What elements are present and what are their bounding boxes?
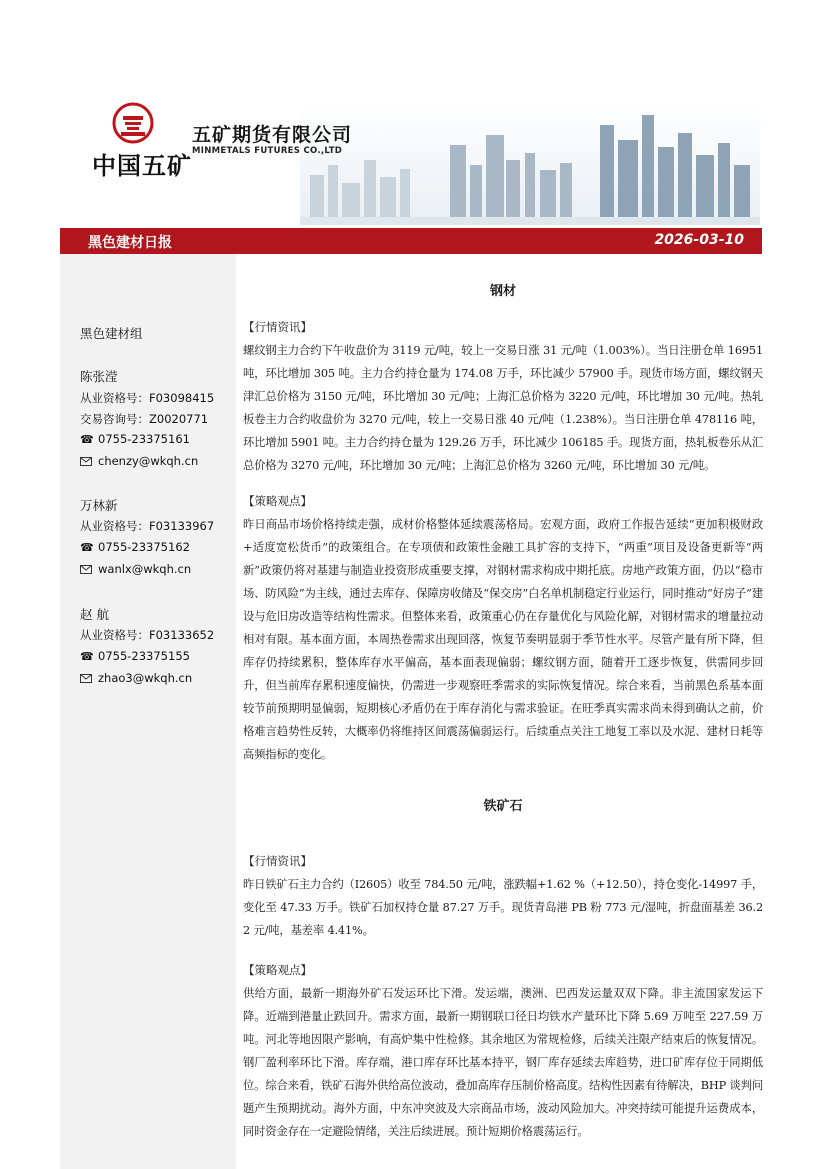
analyst-consult-number: 交易咨询号：Z0020771	[80, 412, 209, 426]
analyst-license: 从业资格号：F03133967	[80, 519, 215, 533]
market-info-label: 【行情资讯】	[243, 320, 312, 334]
section-iron-ore-market	[243, 850, 763, 942]
analyst-phone-row	[80, 649, 190, 663]
analyst-email-row	[80, 671, 192, 685]
analyst-name: 赵 航	[80, 607, 109, 622]
strategy-label: 【策略观点】	[243, 963, 312, 977]
analyst-email-row	[80, 562, 191, 576]
china-minmetals-logo-text: 中国五矿	[92, 152, 192, 180]
strategy-text: 昨日商品市场价格持续走强，成材价格整体延续震荡格局。宏观方面，政府工作报告延续“更加积极财政+适度宽松货币”的政策组合。在专项债和政策性金融工具扩容的支持下，“两重”项目及设备更新等“两新”政策仍将对基建与制造业投资形成重要支撑，对钢材需求构成中期托底。房地产政策方面，仍以“稳市场、防风险”为主线，通过去库存、保障房收储及“保交房”白名单机制稳定行业运行，同时推动“好房子”建设与危旧房改造等结构性需求。但整体来看，政策重心仍在存量优化与风险化解，对钢材需求的增量拉动相对有限。基本面方面，本周热卷需求出现回落，恢复节奏明显弱于季节性水平。尽管产量有所下降，但库存仍持续累积，整体库存水平偏高，基本面表现偏弱；螺纹钢方面，随着开工逐步恢复，供需同步回升，但当前库存累积速度偏快，仍需进一步观察旺季需求的实际恢复情况。综合来看，当前黑色系基本面较节前预期明显偏弱，短期核心矛盾仍在于库存消化与需求验证。在旺季真实需求尚未得到确认之前，价格难言趋势性反转，大概率仍将维持区间震荡偏弱运行。后续重点关注工地复工率以及水泥、建材日耗等高频指标的变化。	[243, 518, 763, 761]
company-name-cn: 五矿期货有限公司	[192, 124, 353, 146]
analyst-phone-row	[80, 540, 190, 554]
phone-icon: ☎	[80, 540, 94, 554]
report-title-banner	[60, 228, 762, 254]
analyst-phone-row	[80, 432, 190, 446]
analyst-phone: 0755-23375162	[98, 540, 190, 554]
analyst-email[interactable]: zhao3@wkqh.cn	[98, 671, 193, 685]
analyst-name: 陈张滢	[80, 369, 118, 384]
strategy-label: 【策略观点】	[243, 494, 312, 508]
analyst-email-row	[80, 454, 198, 468]
mail-icon	[80, 565, 92, 574]
report-date: 2026-03-10	[654, 232, 744, 248]
analyst-email[interactable]: wanlx@wkqh.cn	[98, 562, 192, 576]
phone-icon: ☎	[80, 432, 94, 446]
section-title-steel: 钢材	[489, 284, 516, 299]
analyst-email[interactable]: chenzy@wkqh.cn	[98, 454, 199, 468]
market-info-text: 昨日铁矿石主力合约（I2605）收至 784.50 元/吨，涨跌幅+1.62 %（+12.50），持仓变化-14997 手，变化至 47.33 万手。铁矿石加权持仓量 87.27 万手。现货青岛港 PB 粉 773 元/湿吨，折盘面基差 36.22 元/吨，基差率 4.41%。	[243, 878, 763, 937]
mail-icon	[80, 457, 92, 466]
report-title: 黑色建材日报	[88, 235, 172, 251]
analyst-license: 从业资格号：F03133652	[80, 628, 215, 642]
analyst-phone: 0755-23375155	[98, 649, 190, 663]
analyst-name: 万林新	[80, 498, 118, 513]
section-title-iron-ore: 铁矿石	[483, 799, 523, 814]
company-name-en: MINMETALS FUTURES CO.,LTD	[192, 146, 343, 156]
team-name: 黑色建材组	[80, 326, 143, 341]
phone-icon: ☎	[80, 649, 94, 663]
market-info-label: 【行情资讯】	[243, 854, 312, 868]
market-info-text: 螺纹钢主力合约下午收盘价为 3119 元/吨，较上一交易日涨 31 元/吨（1.003%）。当日注册仓单 16951 吨，环比增加 305 吨。主力合约持仓量为 174.08 万手，环比减少 57900 手。现货市场方面，螺纹钢天津汇总价格为 3150 元/吨，环比增加 30 元/吨；上海汇总价格为 3220 元/吨，环比增加 30 元/吨。热轧板卷主力合约收盘价为 3270 元/吨，较上一交易日涨 40 元/吨（1.238%）。当日注册仓单 478116 吨，环比增加 5901 吨。主力合约持仓量为 129.26 万手，环比减少 106185 手。现货方面，热轧板卷乐从汇总价格为 3270 元/吨，环比增加 30 元/吨；上海汇总价格为 3260 元/吨，环比增加 30 元/吨。	[243, 344, 763, 472]
section-iron-ore-strategy	[243, 959, 763, 1143]
mail-icon	[80, 674, 92, 683]
report-header	[0, 0, 826, 226]
analyst-phone: 0755-23375161	[98, 432, 190, 446]
city-skyline-image	[300, 105, 760, 225]
china-minmetals-logo-icon	[112, 102, 154, 144]
section-steel-market	[243, 316, 763, 477]
section-steel-strategy	[243, 490, 763, 766]
analyst-license: 从业资格号：F03098415	[80, 391, 215, 405]
strategy-text: 供给方面，最新一期海外矿石发运环比下滑。发运端，澳洲、巴西发运量双双下降。非主流国家发运下降。近端到港量止跌回升。需求方面，最新一期钢联口径日均铁水产量环比下降 5.69 万吨至 227.59 万吨。河北等地因限产影响，有高炉集中性检修。其余地区为常规检修，后续关注限产结束后的恢复情况。钢厂盈利率环比下滑。库存端，港口库存环比基本持平，钢厂库存延续去库趋势，进口矿库存位于同期低位。综合来看，铁矿石海外供给高位波动，叠加高库存压制价格高度。结构性因素有待解决，BHP 谈判问题产生预期扰动。海外方面，中东冲突波及大宗商品市场，波动风险加大。冲突持续可能提升运费成本，同时资金存在一定避险情绪，关注后续进展。预计短期价格震荡运行。	[243, 987, 763, 1138]
